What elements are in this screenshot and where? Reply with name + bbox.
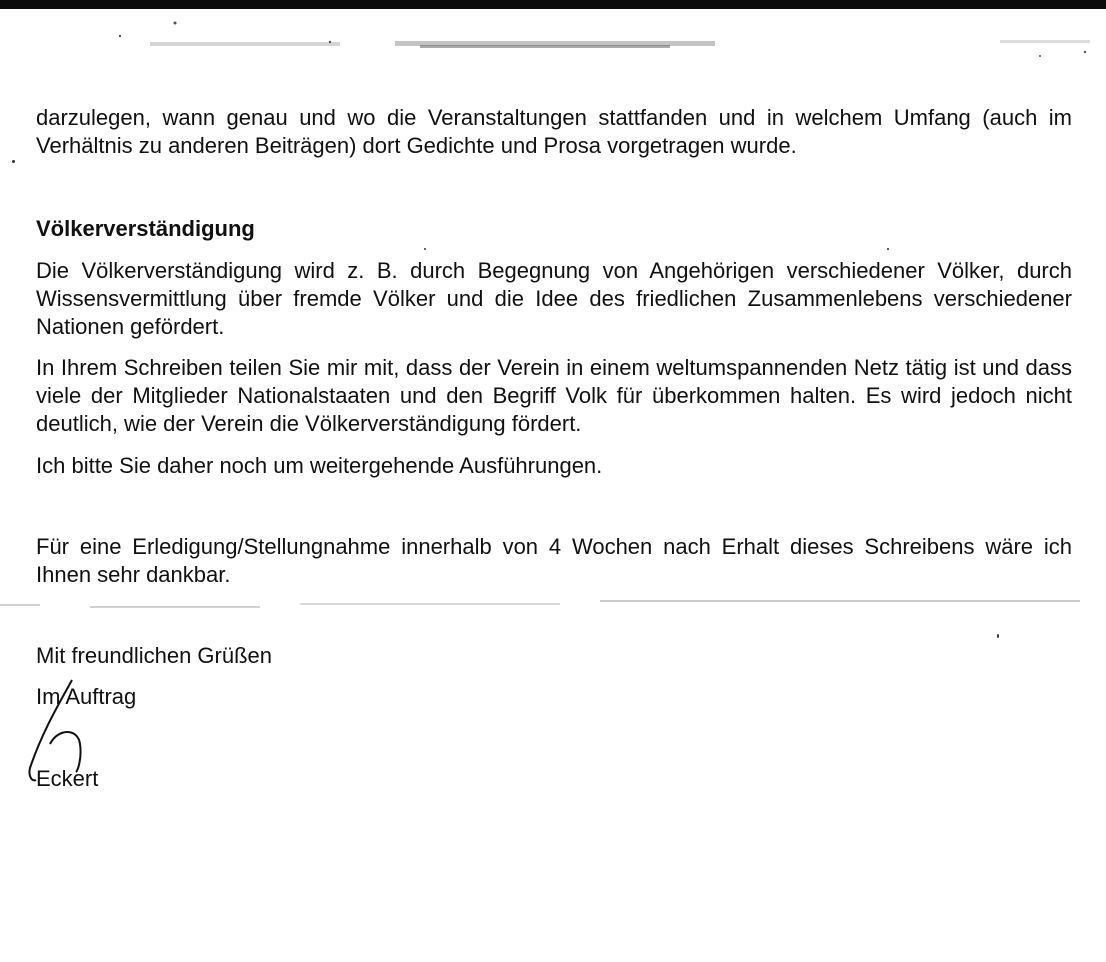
scan-speck [887,248,889,250]
scan-noise-middle [0,590,1106,630]
signer-name: Eckert [36,766,99,791]
section-heading: Völkerverständigung [36,216,255,241]
scan-noise-top [0,12,1106,72]
intro-paragraph: darzulegen, wann genau und wo die Veranstaltungen stattfanden und in welchem Umfang (auch im Verhältnis zu anderen Beiträgen) dort Gedichte und Prosa vorgetragen wurde. [36,105,1072,158]
closing-greeting: Mit freundlichen Grüßen [36,643,272,668]
paragraph-verein-netz: In Ihrem Schreiben teilen Sie mir mit, dass der Verein in einem weltumspannenden Netz tätig ist und dass viele der Mitglieder Nationalstaaten und den Begriff Volk für überkommen halten. Es wird jedoch nicht deutlich, wie der Verein die Völkerverständigung fördert. [36,355,1072,436]
on-behalf-label: Im Auftrag [36,684,137,709]
paragraph-request: Ich bitte Sie daher noch um weitergehende Ausführungen. [36,453,603,478]
scan-top-border [0,0,1106,9]
scan-speck [12,160,15,163]
paragraph-voelkerverstaendigung-definition: Die Völkerverständigung wird z. B. durch Begegnung von Angehörigen verschiedener Völker, durch Wissensvermittlung über fremde Völker und die Idee des friedlichen Zusammenlebens verschiedener Nationen gefördert. [36,258,1072,339]
scan-speck [424,248,426,250]
paragraph-deadline: Für eine Erledigung/Stellungnahme innerhalb von 4 Wochen nach Erhalt dieses Schreibens wäre ich Ihnen sehr dankbar. [36,534,1072,587]
scan-speck [997,634,999,638]
